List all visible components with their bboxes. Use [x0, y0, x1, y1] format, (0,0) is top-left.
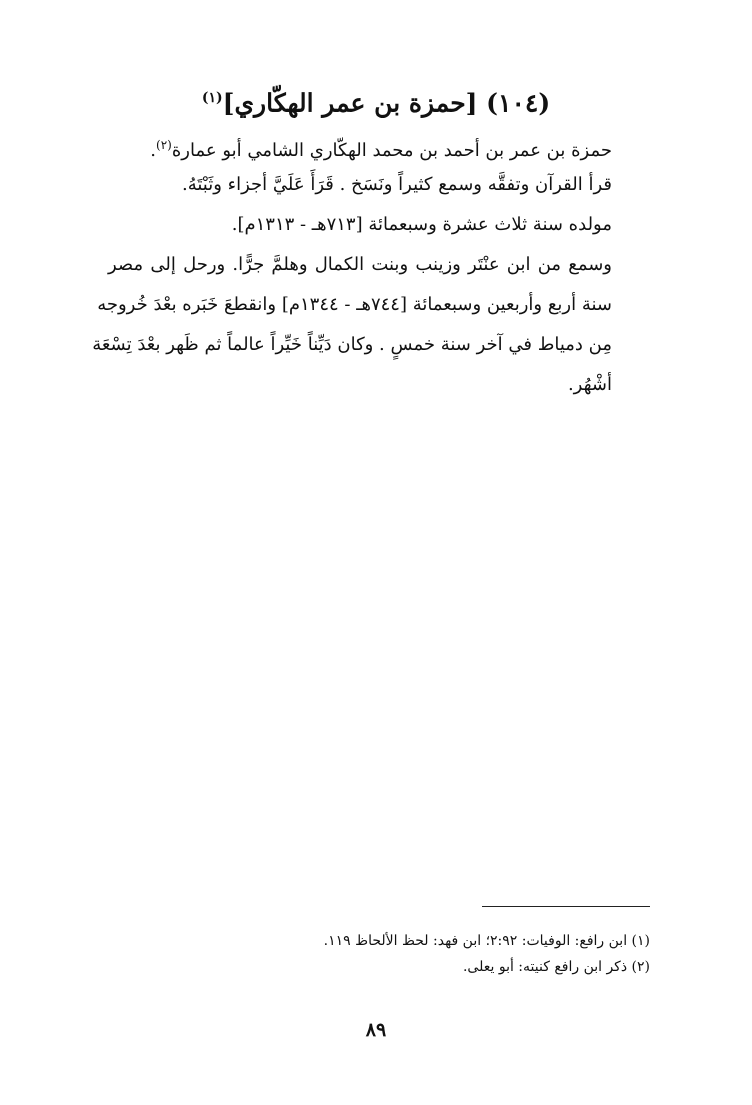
footnote-1: (١) ابن رافع: الوفيات: ٢:٩٢؛ ابن فهد: لحظ الألحاظ ١١٩.: [323, 933, 650, 949]
body-line-4: وسمع من ابن عنْتَر وزينب وبنت الكمال وهلمَّ جرًّا. ورحل إلى مصر: [108, 254, 612, 275]
body-line-5: سنة أربع وأربعين وسبعمائة [٧٤٤هـ - ١٣٤٤م] وانقطعَ خَبَره بعْدَ خُروجه: [97, 294, 612, 315]
line-1-footnote-ref: (٢): [156, 138, 172, 152]
entry-title: [0, 78, 752, 123]
footnote-separator: [482, 906, 650, 907]
entry-title-text: (١٠٤) [حمزة بن عمر الهكّاري]: [222, 88, 551, 118]
body-line-3: مولده سنة ثلاث عشرة وسبعمائة [٧١٣هـ - ١٣١٣م].: [231, 214, 612, 235]
body-line-1-end: .: [150, 140, 157, 161]
body-line-1: [150, 130, 612, 166]
page-number: ٨٩: [365, 1019, 387, 1041]
body-line-7: أشْهُر.: [567, 374, 612, 395]
body-line-1-text: حمزة بن عمر بن أحمد بن محمد الهكّاري الشامي أبو عمارة: [171, 140, 612, 161]
title-footnote-ref: (١): [201, 90, 223, 106]
body-line-6: مِن دمياط في آخر سنة خمسٍ . وكان دَيِّناً خَيِّراً عالماً ثم ظَهر بعْدَ تِسْعَة: [92, 334, 612, 355]
body-line-2: قرأ القرآن وتفقَّه وسمع كثيراً ونَسَخ . قَرَأَ عَلَيَّ أجزاء وثَبْتَهُ.: [182, 174, 612, 195]
footnote-2: (٢) ذكر ابن رافع كنيته: أبو يعلى.: [462, 959, 650, 975]
